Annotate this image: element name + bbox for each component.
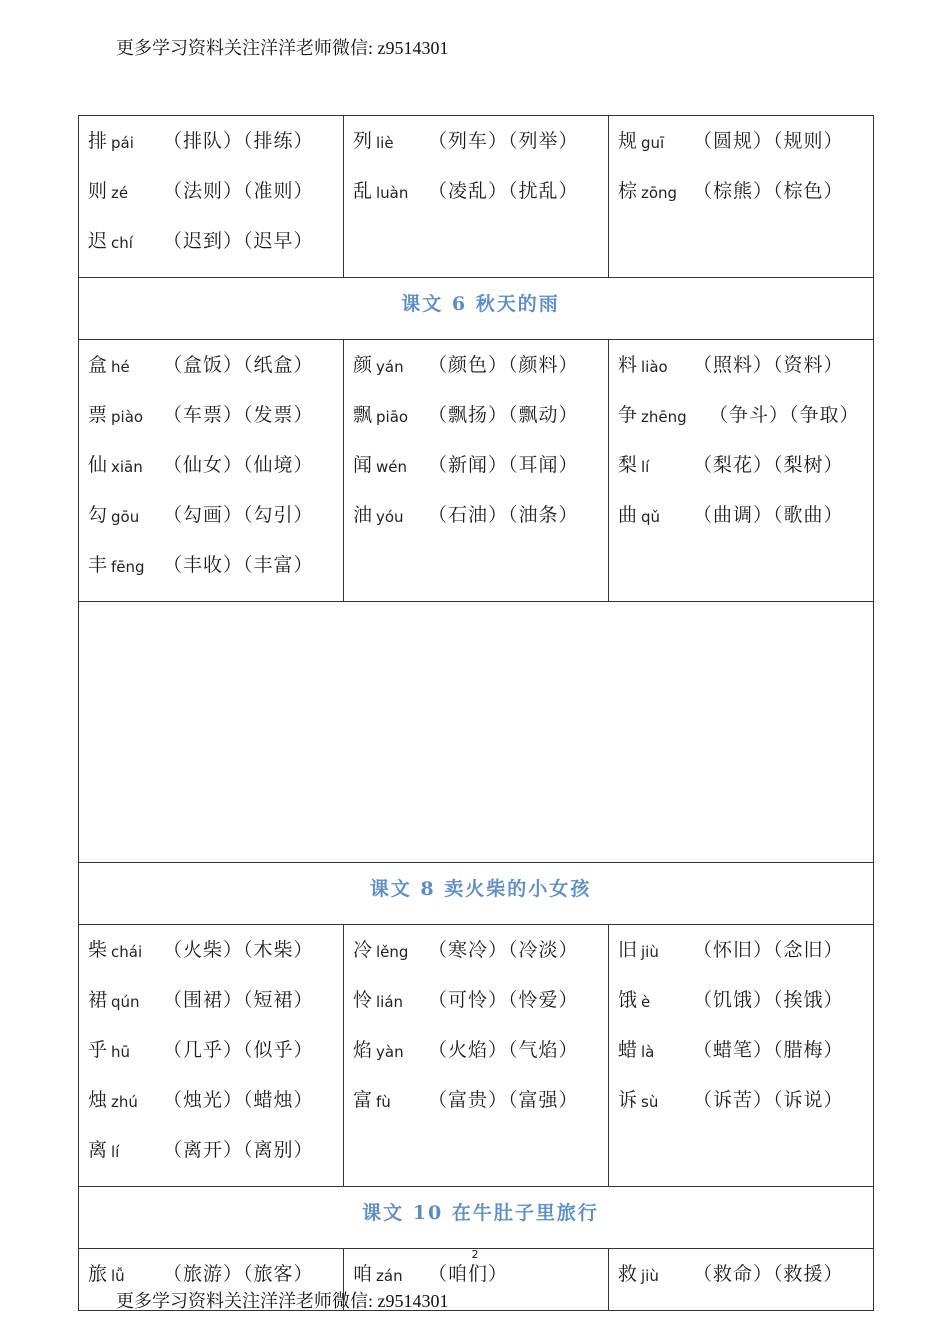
vocab-entry	[353, 451, 608, 501]
vocab-pinyin: zé	[111, 184, 129, 202]
vocab-words: （旅游）（旅客）	[163, 1263, 314, 1285]
vocab-pinyin: hé	[111, 358, 130, 376]
vocab-pinyin: jiù	[641, 1267, 659, 1285]
vocab-entry	[618, 401, 873, 451]
vocab-entry	[88, 227, 343, 277]
vocab-char: 救	[618, 1263, 638, 1285]
vocab-words: （争斗）（争取）	[709, 404, 860, 426]
vocab-entry	[88, 127, 343, 177]
vocab-words: （盒饭）（纸盒）	[163, 354, 314, 376]
vocab-pinyin: è	[641, 993, 651, 1011]
vocab-pinyin: piāo	[376, 408, 409, 426]
watermark-top: 更多学习资料关注洋洋老师微信: z9514301	[116, 38, 449, 58]
vocab-entry	[618, 1086, 873, 1136]
lesson10-title: 课文 10 在牛肚子里旅行	[79, 1187, 874, 1249]
vocab-entry	[618, 986, 873, 1036]
vocab-pinyin: lěng	[376, 943, 409, 961]
vocab-words: （梨花）（梨树）	[693, 454, 844, 476]
vocab-words: （离开）（离别）	[163, 1139, 314, 1161]
vocab-pinyin: gōu	[111, 508, 140, 526]
vocab-pinyin: lǚ	[111, 1267, 125, 1285]
block1-row	[79, 116, 874, 278]
vocab-words: （照料）（资料）	[693, 354, 844, 376]
vocabulary-table	[78, 115, 874, 1311]
vocab-entry	[618, 177, 873, 227]
vocab-char: 怜	[353, 989, 373, 1011]
vocab-char: 冷	[353, 939, 373, 961]
vocab-pinyin: liào	[641, 358, 668, 376]
lesson6-col2	[344, 340, 609, 602]
vocab-char: 焰	[353, 1039, 373, 1061]
vocab-pinyin: yàn	[376, 1043, 404, 1061]
vocab-entry	[353, 351, 608, 401]
vocab-words: （飘扬）（飘动）	[428, 404, 579, 426]
vocab-pinyin: lián	[376, 993, 404, 1011]
vocab-words: （围裙）（短裙）	[163, 989, 314, 1011]
vocab-pinyin: wén	[376, 458, 408, 476]
vocab-char: 颜	[353, 354, 373, 376]
vocab-words: （怀旧）（念旧）	[693, 939, 844, 961]
vocab-pinyin: guī	[641, 134, 665, 152]
lesson6-row	[79, 340, 874, 602]
vocab-words: （颜色）（颜料）	[428, 354, 579, 376]
lesson8-heading-row	[79, 863, 874, 925]
block1-col1	[79, 116, 344, 278]
vocab-entry	[353, 127, 608, 177]
vocab-entry	[618, 351, 873, 401]
lesson8-col2	[344, 925, 609, 1187]
vocab-char: 盒	[88, 354, 108, 376]
vocab-words: （富贵）（富强）	[428, 1089, 579, 1111]
vocab-pinyin: chái	[111, 943, 143, 961]
lesson6-heading-row	[79, 278, 874, 340]
vocab-words: （几乎）（似乎）	[163, 1039, 314, 1061]
vocab-pinyin: fēng	[111, 558, 145, 576]
lesson8-row	[79, 925, 874, 1187]
vocab-entry	[618, 1260, 873, 1310]
vocab-pinyin: zhú	[111, 1093, 138, 1111]
vocab-entry	[88, 351, 343, 401]
vocab-pinyin: qún	[111, 993, 140, 1011]
vocab-entry	[88, 1036, 343, 1086]
vocab-entry	[353, 401, 608, 451]
lesson8-title: 课文 8 卖火柴的小女孩	[79, 863, 874, 925]
vocab-pinyin: lí	[641, 458, 650, 476]
vocab-entry	[618, 451, 873, 501]
vocab-words: （蜡笔）（腊梅）	[693, 1039, 844, 1061]
vocab-words: （法则）（准则）	[163, 180, 314, 202]
vocab-words: （仙女）（仙境）	[163, 454, 314, 476]
vocab-entry	[88, 1136, 343, 1186]
vocab-words: （诉苦）（诉说）	[693, 1089, 844, 1111]
vocab-pinyin: jiù	[641, 943, 659, 961]
vocab-pinyin: qǔ	[641, 508, 661, 526]
vocab-char: 列	[353, 130, 373, 152]
vocab-words: （曲调）（歌曲）	[693, 504, 844, 526]
vocab-char: 勾	[88, 504, 108, 526]
vocab-pinyin: zhēng	[641, 408, 687, 426]
vocab-words: （勾画）（勾引）	[163, 504, 314, 526]
vocab-pinyin: yán	[376, 358, 404, 376]
vocab-char: 乎	[88, 1039, 108, 1061]
vocab-words: （石油）（油条）	[428, 504, 579, 526]
vocab-entry	[618, 936, 873, 986]
vocab-char: 蜡	[618, 1039, 638, 1061]
lesson6-col1	[79, 340, 344, 602]
vocab-words: （圆规）（规则）	[693, 130, 844, 152]
vocab-entry	[353, 501, 608, 551]
vocab-words: （棕熊）（棕色）	[693, 180, 844, 202]
vocab-char: 规	[618, 130, 638, 152]
vocab-words: （烛光）（蜡烛）	[163, 1089, 314, 1111]
vocab-pinyin: zōng	[641, 184, 678, 202]
vocab-words: （饥饿）（挨饿）	[693, 989, 844, 1011]
vocab-words: （车票）（发票）	[163, 404, 314, 426]
page-number: 2	[471, 1248, 479, 1261]
vocab-pinyin: fù	[376, 1093, 391, 1111]
vocab-char: 丰	[88, 554, 108, 576]
vocab-entry	[88, 551, 343, 601]
vocab-words: （可怜）（怜爱）	[428, 989, 579, 1011]
vocab-char: 饿	[618, 989, 638, 1011]
vocab-pinyin: hū	[111, 1043, 131, 1061]
vocab-char: 排	[88, 130, 108, 152]
lesson6-title: 课文 6 秋天的雨	[79, 278, 874, 340]
vocab-entry	[618, 501, 873, 551]
vocab-pinyin: pái	[111, 134, 134, 152]
vocab-words: （寒冷）（冷淡）	[428, 939, 579, 961]
vocab-pinyin: chí	[111, 234, 133, 252]
vocab-char: 棕	[618, 180, 638, 202]
vocab-entry	[353, 1086, 608, 1136]
vocab-entry	[88, 501, 343, 551]
vocab-entry	[88, 401, 343, 451]
vocab-entry	[353, 1036, 608, 1086]
block1-col2	[344, 116, 609, 278]
vocab-pinyin: lí	[111, 1143, 120, 1161]
vocab-entry	[88, 936, 343, 986]
vocab-words: （咱们）	[428, 1263, 509, 1285]
vocab-char: 柴	[88, 939, 108, 961]
vocab-char: 料	[618, 354, 638, 376]
vocab-entry	[618, 1036, 873, 1086]
vocab-entry	[88, 177, 343, 227]
vocab-words: （迟到）（迟早）	[163, 230, 314, 252]
vocab-entry	[88, 986, 343, 1036]
lesson10-heading-row	[79, 1187, 874, 1249]
empty-row	[79, 602, 874, 863]
vocab-pinyin: sù	[641, 1093, 659, 1111]
lesson8-col1	[79, 925, 344, 1187]
vocab-char: 裙	[88, 989, 108, 1011]
vocab-char: 咱	[353, 1263, 373, 1285]
vocab-words: （新闻）（耳闻）	[428, 454, 579, 476]
vocab-char: 飘	[353, 404, 373, 426]
vocab-char: 旅	[88, 1263, 108, 1285]
vocab-char: 则	[88, 180, 108, 202]
lesson8-col3	[609, 925, 874, 1187]
watermark-bottom: 更多学习资料关注洋洋老师微信: z9514301	[116, 1291, 449, 1311]
vocab-char: 旧	[618, 939, 638, 961]
vocab-char: 诉	[618, 1089, 638, 1111]
vocab-char: 油	[353, 504, 373, 526]
vocab-char: 票	[88, 404, 108, 426]
vocab-char: 梨	[618, 454, 638, 476]
vocab-words: （火柴）（木柴）	[163, 939, 314, 961]
vocab-char: 闻	[353, 454, 373, 476]
vocab-pinyin: piào	[111, 408, 144, 426]
vocab-pinyin: là	[641, 1043, 655, 1061]
empty-cell	[79, 602, 874, 863]
vocab-words: （救命）（救援）	[693, 1263, 844, 1285]
vocab-words: （列车）（列举）	[428, 130, 579, 152]
vocab-char: 离	[88, 1139, 108, 1161]
vocab-words: （火焰）（气焰）	[428, 1039, 579, 1061]
vocab-entry	[353, 177, 608, 227]
vocab-words: （凌乱）（扰乱）	[428, 180, 579, 202]
vocab-char: 富	[353, 1089, 373, 1111]
vocab-pinyin: liè	[376, 134, 394, 152]
vocab-entry	[353, 936, 608, 986]
vocab-char: 曲	[618, 504, 638, 526]
vocab-words: （排队）（排练）	[163, 130, 314, 152]
vocab-char: 争	[618, 404, 638, 426]
vocab-pinyin: luàn	[376, 184, 409, 202]
vocab-entry	[88, 451, 343, 501]
vocab-char: 烛	[88, 1089, 108, 1111]
vocab-char: 仙	[88, 454, 108, 476]
vocab-pinyin: xiān	[111, 458, 143, 476]
vocab-entry	[88, 1086, 343, 1136]
vocab-char: 迟	[88, 230, 108, 252]
vocab-entry	[618, 127, 873, 177]
vocab-pinyin: yóu	[376, 508, 404, 526]
vocab-pinyin: zán	[376, 1267, 403, 1285]
vocab-entry	[353, 986, 608, 1036]
vocab-words: （丰收）（丰富）	[163, 554, 314, 576]
lesson6-col3	[609, 340, 874, 602]
vocab-char: 乱	[353, 180, 373, 202]
block1-col3	[609, 116, 874, 278]
